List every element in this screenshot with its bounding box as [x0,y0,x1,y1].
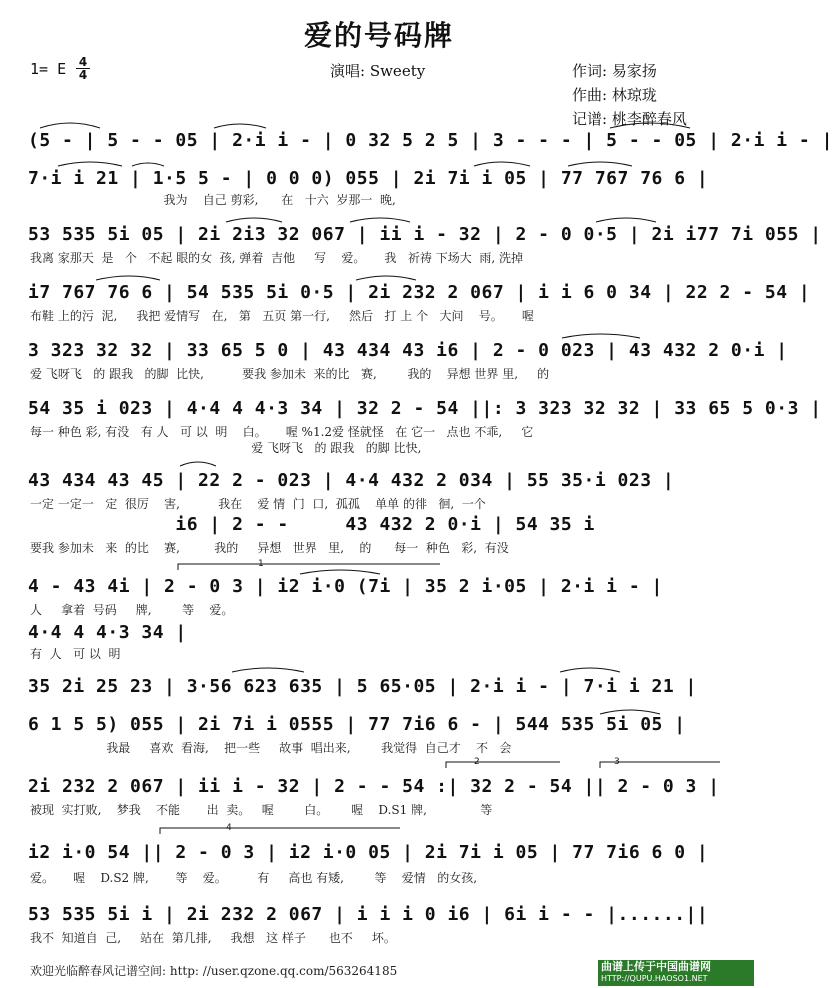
score-row-11: 2i 232 2 067 | ii i - 32 | 2 - - 54 :| 32 2 - 54 || 2 - 0 3 | [28,776,720,797]
lyric-row-8b: 有 人 可 以 明 [30,647,121,661]
slur [560,668,620,672]
watermark-line2: HTTP://QUPU.HAOSO1.NET [601,974,708,983]
lyric-row-7: 一定 一定一 定 很厉 害, 我在 爱 情 门 口, 孤孤 单单 的徘 徊, 一个 [30,497,486,511]
slur [600,710,660,714]
lyric-row-8: 人 拿着 号码 牌, 等 爱。 [30,603,234,617]
slur [474,162,530,166]
volta-number: 1 [258,559,264,569]
lyric-row-3: 我离 家那天 是 个 不起 眼的女 孩, 弹着 吉他 写 爱。 我 祈祷 下场大 雨, 洗掉 [30,251,523,265]
credit-transcriber: 记谱: 桃李醉春风 [572,110,687,128]
slur [356,276,416,280]
slur [568,162,632,166]
lyric-row-6: 每一 种色 彩, 有没 有 人 可 以 明 白。 喔 %1.2爱 怪就怪 在 它一 点也 不乖, 它 [30,425,534,439]
score-row-1: (5 - | 5 - - 05 | 2·i i - | 0 32 5 2 5 | 3 - - - | 5 - - 05 | 2·i i - | [28,130,833,151]
watermark-logo [598,960,754,986]
lyric-row-10: 我最 喜欢 看海, 把一些 故事 唱出来, 我觉得 自己才 不 会 [30,741,512,755]
page-title: 爱的号码牌 [303,19,454,52]
slur [232,668,304,672]
volta-number: 2 [474,757,480,767]
slur [226,218,282,222]
lyric-row-12: 爱。 喔 D.S2 牌, 等 爱。 有 高也 有矮, 等 爱情 的女孩, [30,871,478,885]
footer-link[interactable]: 欢迎光临醉春风记谱空间: http: //user.qzone.qq.com/563264185 [30,964,398,978]
slur [96,276,160,280]
slur [58,162,122,166]
time-signature-top: 4 [78,55,88,69]
lyric-row-13: 我不 知道自 己, 站在 第几排, 我想 这 样子 也不 坏。 [30,931,396,945]
watermark-line1: 曲谱上传于中国曲谱网 [601,960,711,973]
credit-lyricist: 作词: 易家扬 [572,62,657,80]
lyric-row-11: 被现 实打败, 梦我 不能 出 卖。 喔 白。 喔 D.S1 牌, 等 [30,803,493,817]
score-row-5: 3 323 32 32 | 33 65 5 0 | 43 434 43 i6 | 2 - 0 023 | 43 432 2 0·i | [28,340,788,361]
score-row-8: 4 - 43 4i | 2 - 0 3 | i2 i·0 (7i | 35 2 i·05 | 2·i i - | [28,576,663,597]
score-row-12: i2 i·0 54 || 2 - 0 3 | i2 i·0 05 | 2i 7i i 05 | 77 7i6 6 0 | [28,842,709,863]
volta-number: 3 [614,757,620,767]
credit-composer: 作曲: 林琼珑 [572,86,657,104]
lyric-row-5: 爱 飞呀飞 的 跟我 的脚 比快, 要我 参加未 来的比 赛, 我的 异想 世界 里, 的 [30,367,550,381]
slur [610,123,690,128]
time-signature-bottom: 4 [78,68,88,82]
slur [40,123,100,128]
slur [214,124,266,128]
score-row-4: i7 767 76 6 | 54 535 5i 0·5 | 2i 232 2 067 | i i 6 0 34 | 22 2 - 54 | [28,282,811,303]
slur [350,218,410,222]
slur [562,334,640,338]
score-row-7: 43 434 43 45 | 22 2 - 023 | 4·4 432 2 034 | 55 35·i 023 | [28,470,675,491]
volta-bracket-1 [178,564,440,570]
score-row-9: 35 2i 25 23 | 3·56 623 635 | 5 65·05 | 2·i i - | 7·i i 21 | [28,676,697,697]
score-row-7b: i6 | 2 - - 43 432 2 0·i | 54 35 i [28,514,595,535]
lyric-row-7b: 要我 参加未 来 的比 赛, 我的 异想 世界 里, 的 每一 种色 彩, 有没 [30,541,509,555]
score-row-10: 6 1 5 5) 055 | 2i 7i i 0555 | 77 7i6 6 - | 544 535 5i 05 | [28,714,686,735]
score-row-3: 53 535 5i 05 | 2i 2i3 32 067 | ii i - 32 | 2 - 0 0·5 | 2i i77 7i 055 | [28,224,822,245]
lyric-row-4: 布鞋 上的污 泥, 我把 爱情写 在, 第 五页 第一行, 然后 打 上 个 大问 号。 喔 [30,309,534,323]
lyric-row-2: 我为 自己 剪彩, 在 十六 岁那一 晚, [30,193,396,207]
volta-number: 4 [226,823,232,833]
key-signature: 1= E [30,60,67,78]
slur [180,462,216,466]
slur [300,570,380,574]
score-row-6: 54 35 i 023 | 4·4 4 4·3 34 | 32 2 - 54 ||: 3 323 32 32 | 33 65 5 0·3 | [28,398,822,419]
score-row-8b: 4·4 4 4·3 34 | [28,622,187,643]
volta-bracket-2 [446,762,560,768]
score-row-2: 7·i i 21 | 1·5 5 - | 0 0 0) 055 | 2i 7i i 05 | 77 767 76 6 | [28,168,709,189]
lyric-row-6b: 爱 飞呀飞 的 跟我 的脚 比快, [30,441,422,455]
slur [596,218,656,222]
slur [132,163,164,166]
score-row-13: 53 535 5i i | 2i 232 2 067 | i i i 0 i6 | 6i i - - |......|| [28,904,709,925]
singer-label: 演唱: Sweety [330,62,426,80]
volta-bracket-4 [160,828,400,834]
